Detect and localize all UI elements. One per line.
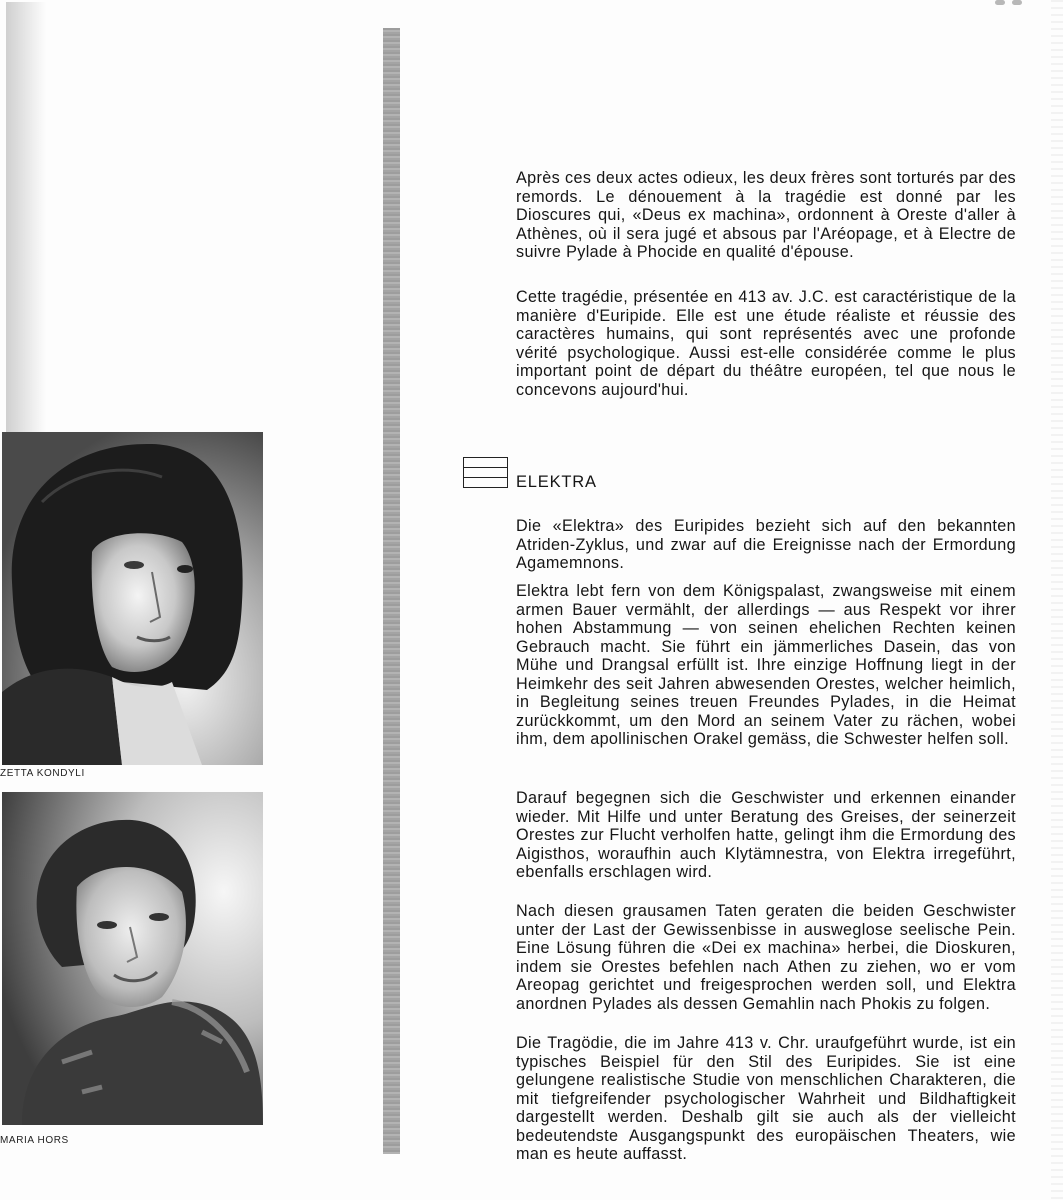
- portrait-photo-2: [2, 792, 263, 1125]
- german-paragraph: Elektra lebt fern von dem Königspalast, zwangsweise mit einem armen Bauer vermählt, der allerdings — aus Respekt vor ihrer hohen Abstammung — von seinen ehelichen Rechten keinen Gebrauch macht. Sie führt ein jämmerliches Dasein, das von Mühe und Drangsal erfüllt ist. Ihre einzige Hoffnung liegt in der Heimkehr des seit Jahren abwesenden Orestes, welcher heimlich, in Begleitung seines treuen Freundes Pylades, in die Heimat zurückkommt, um den Mord an seinem Vater zu rächen, wobei ihm, dem apollinischen Orakel gemäss, die Schwester helfen soll.: [516, 582, 1016, 748]
- french-paragraph: Cette tragédie, présentée en 413 av. J.C. est caractéristique de la manière d'Euripide. Elle est une étude réaliste et réussie des caractères humains, qui sont représentés avec une profonde vérité psychologique. Aussi est-elle considérée comme le plus important point de départ du théâtre européen, tel que nous le concevons aujourd'hui.: [516, 288, 1016, 399]
- portrait-image-1: [2, 432, 263, 765]
- section-heading-text: ELEKTRA: [516, 473, 597, 491]
- german-paragraph: Darauf begegnen sich die Geschwister und erkennen einander wieder. Mit Hilfe und unter Beratung des Greises, der seinerzeit Orestes zur Flucht verholfen hatte, gelingt ihm die Ermordung des Aigisthos, woraufhin auch Klytämnestra, von Elektra irregeführt, ebenfalls erschlagen wird.: [516, 789, 1016, 881]
- photo-caption-2: MARIA HORS: [0, 1135, 69, 1146]
- french-paragraph: Après ces deux actes odieux, les deux frères sont torturés par des remords. Le dénouement à la tragédie est donné par les Dioscures qui, «Deus ex machina», ordonnent à Oreste d'aller à Athènes, où il sera jugé et absous par l'Aréopage, et à Electre de suivre Pylade à Phocide en qualité d'épouse.: [516, 169, 1016, 261]
- scan-smudge: [1012, 0, 1022, 5]
- scan-edge-shadow: [6, 2, 46, 432]
- three-stacked-bars-icon: [463, 457, 508, 488]
- scan-right-edge-speckle: [1051, 0, 1063, 1200]
- portrait-photo-1: [2, 432, 263, 765]
- vertical-divider-bar: [383, 28, 400, 1154]
- german-paragraph: Die Tragödie, die im Jahre 413 v. Chr. uraufgeführt wurde, ist ein typisches Beispiel für den Stil des Euripides. Sie ist eine gelungene realistische Studie von menschlichen Charakteren, die mit tiefgreifender psychologischer Wahrheit und Bildhaftigkeit dargestellt werden. Deshalb gilt sie auch als der vielleicht bedeutendste Ausgangspunkt des europäischen Theaters, wie man es heute auffasst.: [516, 1034, 1016, 1163]
- german-paragraph: Nach diesen grausamen Taten geraten die beiden Geschwister unter der Last der Gewissenbisse in ausweglose seelische Pein. Eine Lösung führen die «Dei ex machina» herbei, die Dioskuren, indem sie Orestes befehlen nach Athen zu ziehen, wo er vom Areopag gerichtet und freigesprochen werden soll, und Elektra anordnen Pylades als dessen Gemahlin nach Phokis zu folgen.: [516, 902, 1016, 1013]
- scan-smudge: [995, 0, 1005, 5]
- section-heading-elektra: [463, 457, 597, 491]
- portrait-image-2: [2, 792, 263, 1125]
- photo-caption-1: ZETTA KONDYLI: [0, 768, 85, 779]
- german-paragraph: Die «Elektra» des Euripides bezieht sich auf den bekannten Atriden-Zyklus, und zwar auf die Ereignisse nach der Ermordung Agamemnons.: [516, 517, 1016, 572]
